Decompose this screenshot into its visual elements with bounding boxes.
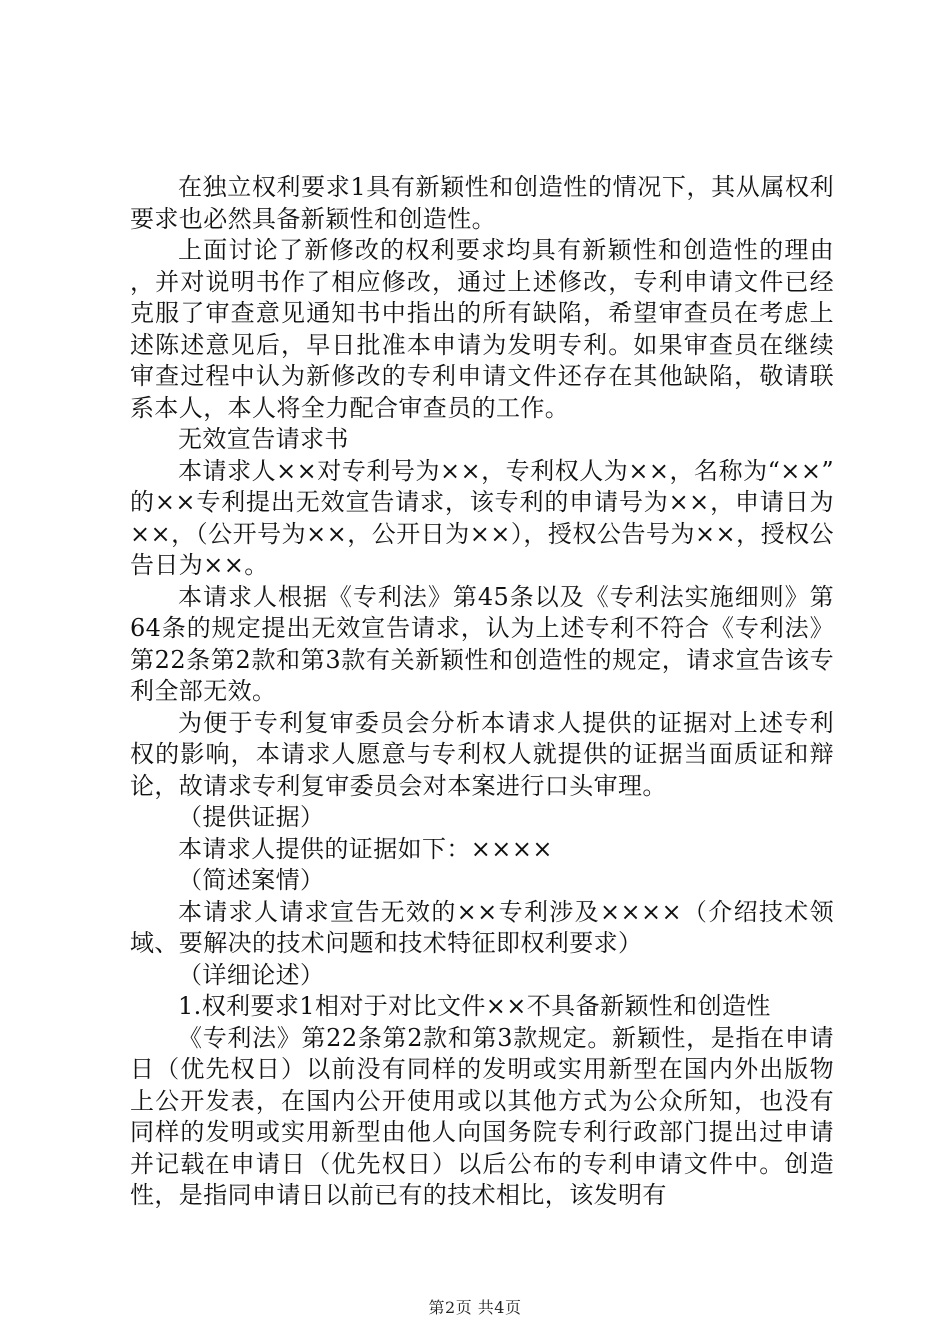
paragraph-legal-basis: 本请求人根据《专利法》第45条以及《专利法实施细则》第64条的规定提出无效宣告请求，认为上述专利不符合《专利法》第22条第2款和第3款有关新颖性和创造性的规定，请求宣告该专利全部无效。: [130, 582, 834, 705]
paragraph-request-details: 本请求人××对专利号为××，专利权人为××，名称为“××”的××专利提出无效宣告请求，该专利的申请号为××，申请日为××，（公开号为××，公开日为××），授权公告号为××，授权公告日为××。: [130, 456, 834, 579]
section-heading-invalidation-request: 无效宣告请求书: [178, 425, 349, 453]
document-body: [130, 172, 834, 1212]
paragraph-novelty-definition: 《专利法》第22条第2款和第3款规定。新颖性，是指在申请日（优先权日）以前没有同样的发明或实用新型在国内外出版物上公开发表，在国内公开使用或以其他方式为公众所知，也没有同样的发明或实用新型由他人向国务院专利行政部门提出过申请并记载在申请日（优先权日）以后公布的专利申请文件中。创造性，是指同申请日以前已有的技术相比，该发明有: [130, 1023, 834, 1209]
argument-point-1: 1.权利要求1相对于对比文件××不具备新颖性和创造性: [178, 992, 771, 1020]
subheading-detailed-argument: （详细论述）: [178, 960, 325, 989]
page-number-footer: 第2页 共4页: [428, 1298, 522, 1317]
subheading-case-summary: （简述案情）: [178, 866, 325, 894]
paragraph-dependent-claims: 在独立权利要求1具有新颖性和创造性的情况下，其从属权利要求也必然具备新颖性和创造性。: [130, 173, 834, 233]
paragraph-evidence: 本请求人提供的证据如下：××××: [178, 834, 553, 863]
paragraph-case-summary: 本请求人请求宣告无效的××专利涉及××××（介绍技术领域、要解决的技术问题和技术特征即权利要求）: [130, 897, 834, 957]
paragraph-conclusion: 上面讨论了新修改的权利要求均具有新颖性和创造性的理由，并对说明书作了相应修改，通过上述修改，专利申请文件已经克服了审查意见通知书中指出的所有缺陷，希望审查员在考虑上述陈述意见后，早日批准本申请为发明专利。如果审查员在继续审查过程中认为新修改的专利申请文件还存在其他缺陷，敬请联系本人，本人将全力配合审查员的工作。: [130, 236, 834, 422]
paragraph-oral-hearing: 为便于专利复审委员会分析本请求人提供的证据对上述专利权的影响，本请求人愿意与专利权人就提供的证据当面质证和辩论，故请求专利复审委员会对本案进行口头审理。: [130, 708, 834, 800]
subheading-evidence: （提供证据）: [178, 803, 325, 831]
